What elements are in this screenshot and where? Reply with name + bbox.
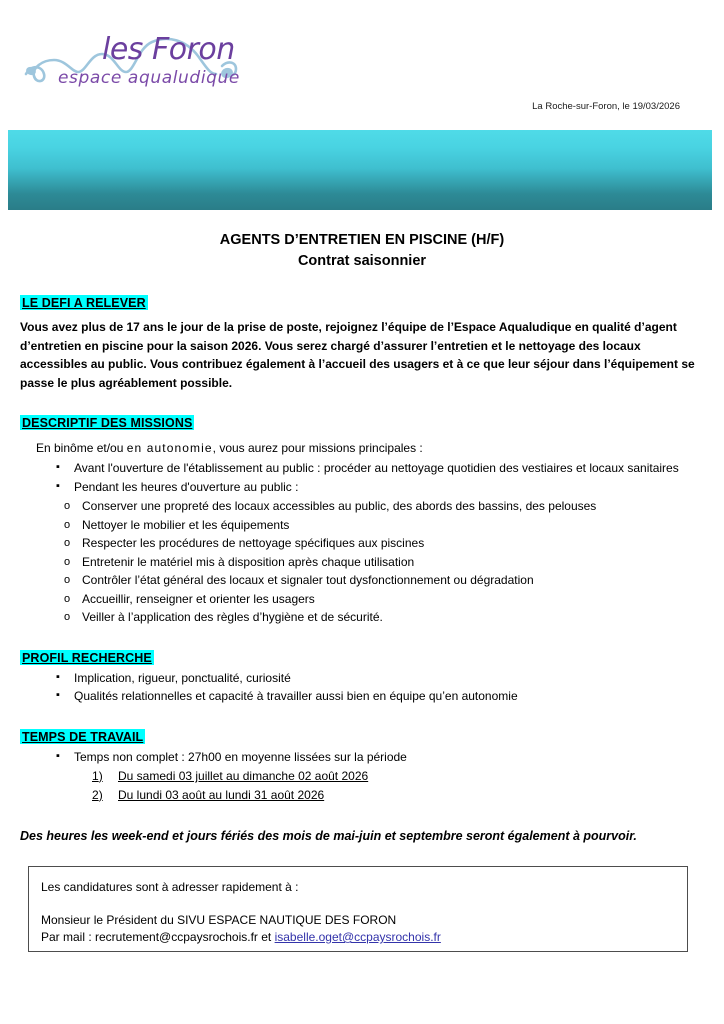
document-header <box>0 0 724 118</box>
page-title: AGENTS D’ENTRETIEN EN PISCINE (H/F) <box>219 232 505 248</box>
section-profil <box>0 649 724 706</box>
list-item: o Respecter les procédures de nettoyage spécifiques aux piscines <box>64 534 700 553</box>
list-item <box>92 767 700 786</box>
list-item: ▪ Pendant les heures d'ouverture au public : <box>56 479 700 497</box>
missions-intro-part1: En binôme et/ou <box>36 441 127 455</box>
profil-list <box>20 670 700 706</box>
heading-missions: DESCRIPTIF DES MISSIONS <box>22 416 193 430</box>
missions-intro-spaced: en autonomie <box>126 441 213 455</box>
heading-defi-wrap <box>20 294 700 312</box>
list-item: ▪ Qualités relationnelles et capacité à travailler aussi bien en équipe qu’en autonomie <box>56 688 700 706</box>
list-item: o Accueillir, renseigner et orienter les usagers <box>64 590 700 609</box>
contact-spacer <box>41 896 687 912</box>
list-item: ▪ Avant l'ouverture de l'établissement au public : procéder au nettoyage quotidien des vestiaires et locaux sanitaires <box>56 460 700 478</box>
period-label: Du samedi 03 juillet au dimanche 02 août 2026 <box>118 769 369 783</box>
contact-box <box>28 866 688 952</box>
section-defi <box>0 294 724 392</box>
temps-periods-list <box>20 767 700 805</box>
list-item: o Contrôler l’état général des locaux et signaler tout dysfonctionnement ou dégradation <box>64 571 700 590</box>
heading-profil: PROFIL RECHERCHE <box>22 650 152 665</box>
section-temps <box>0 728 724 806</box>
missions-intro <box>36 439 700 457</box>
missions-sublist <box>20 497 700 627</box>
contact-line-3 <box>41 929 687 946</box>
heading-defi: LE DEFI A RELEVER <box>22 296 146 310</box>
logo-subtitle: espace aqualudique <box>58 68 240 88</box>
missions-intro-part2: , vous aurez pour missions principales : <box>212 441 423 455</box>
date-line: La Roche-sur-Foron, le 19/03/2026 <box>532 101 680 112</box>
list-item: o Entretenir le matériel mis à disposition après chaque utilisation <box>64 553 700 572</box>
heading-profil-wrap <box>20 649 700 667</box>
heading-temps: TEMPS DE TRAVAIL <box>22 729 144 744</box>
contact-mail-prefix: Par mail : recrutement@ccpaysrochois.fr et <box>41 930 275 944</box>
section-missions <box>0 414 724 627</box>
list-item <box>92 786 700 805</box>
email-link[interactable]: isabelle.oget@ccpaysrochois.fr <box>274 930 441 944</box>
list-item: ▪ Implication, rigueur, ponctualité, curiosité <box>56 670 700 688</box>
missions-list <box>20 460 700 496</box>
period-label: Du lundi 03 août au lundi 31 août 2026 <box>118 788 325 802</box>
contact-line-1: Les candidatures sont à adresser rapidement à : <box>41 880 299 894</box>
temps-list <box>20 749 700 767</box>
list-item: o Nettoyer le mobilier et les équipements <box>64 516 700 535</box>
logo <box>22 26 252 102</box>
page-subtitle: Contrat saisonnier <box>297 253 427 269</box>
heading-temps-wrap <box>20 728 700 746</box>
gradient-banner <box>8 130 712 210</box>
contact-line-2: Monsieur le Président du SIVU ESPACE NAUTIQUE DES FORON <box>41 913 397 927</box>
list-item: o Veiller à l’application des règles d’hygiène et de sécurité. <box>64 608 700 627</box>
heading-missions-wrap <box>20 414 700 432</box>
logo-wordmark: les Foron <box>102 32 235 67</box>
defi-paragraph: Vous avez plus de 17 ans le jour de la prise de poste, rejoignez l’équipe de l’Espace Aqualudique en qualité d’agent d’entretien en piscine pour la saison 2026. Vous serez chargé d’assurer l’entretien et le nettoyage des locaux accessibles au public. Vous contribuez également à l’accueil des usagers et à ce que leur séjour dans l’équipement se passe le plus agréablement possible. <box>20 320 695 390</box>
list-item: ▪ Temps non complet : 27h00 en moyenne lissées sur la période <box>56 749 700 767</box>
document-body <box>0 222 724 843</box>
list-item: o Conserver une propreté des locaux accessibles au public, des abords des bassins, des pelouses <box>64 497 700 516</box>
note-text: Des heures les week-end et jours fériés des mois de mai-juin et septembre seront également à pourvoir. <box>20 829 637 843</box>
